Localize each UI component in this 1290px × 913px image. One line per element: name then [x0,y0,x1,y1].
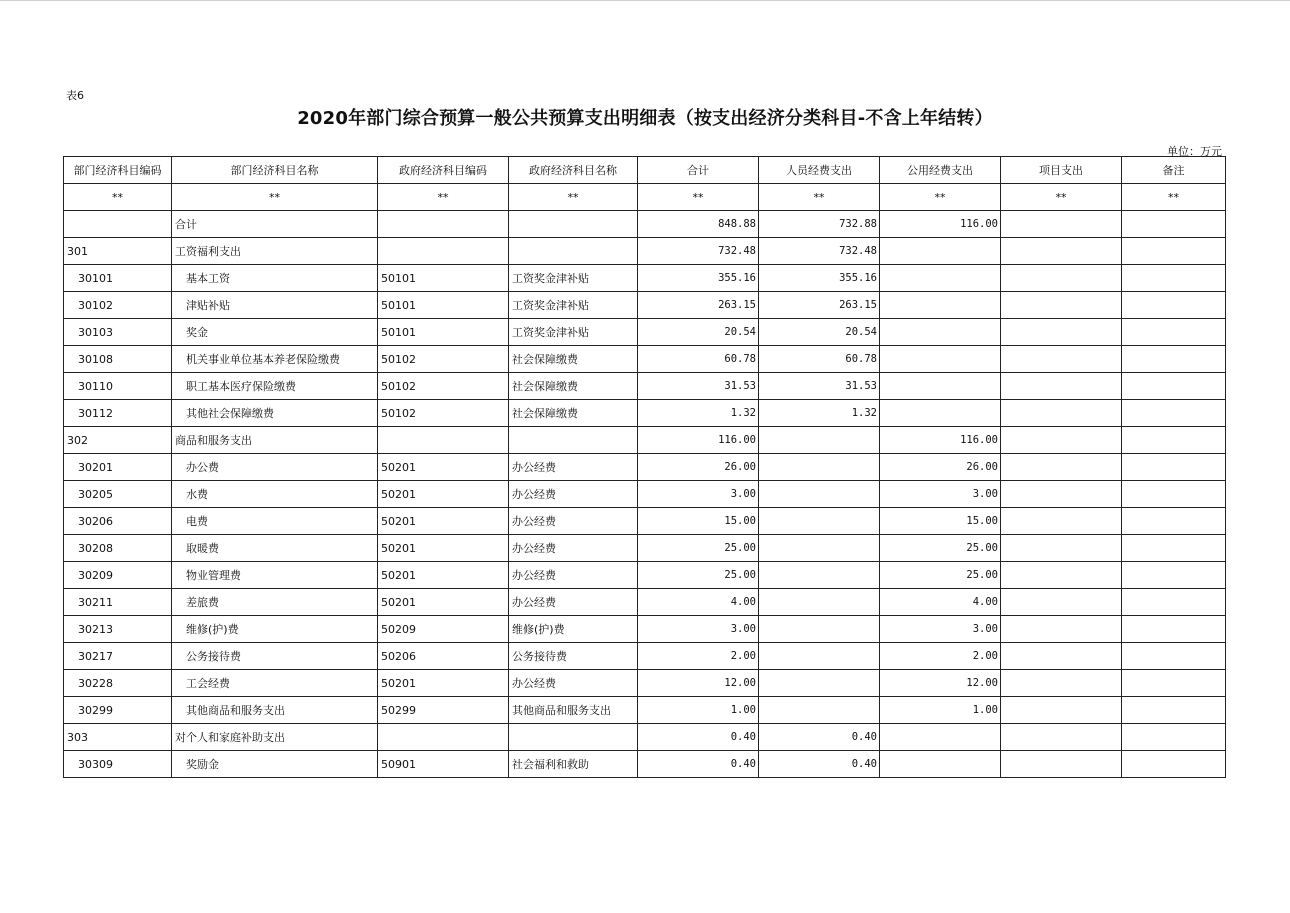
public-cell: 2.00 [880,643,1001,670]
personnel-cell [759,589,880,616]
mark-cell: ** [1001,184,1122,211]
personnel-cell: 0.40 [759,724,880,751]
dept-name-cell: 公务接待费 [172,643,378,670]
note-cell [1122,535,1226,562]
note-cell [1122,751,1226,778]
project-cell [1001,211,1122,238]
project-cell [1001,238,1122,265]
dept-code-cell: 302 [64,427,172,454]
gov-name-cell: 工资奖金津补贴 [509,319,638,346]
project-cell [1001,616,1122,643]
gov-code-cell [378,427,509,454]
total-cell: 15.00 [638,508,759,535]
table-row [64,427,1226,454]
personnel-cell: 1.32 [759,400,880,427]
project-cell [1001,562,1122,589]
total-cell: 25.00 [638,562,759,589]
dept-name-cell: 职工基本医疗保险缴费 [172,373,378,400]
gov-code-cell: 50201 [378,589,509,616]
dept-code-cell: 30102 [64,292,172,319]
table-row [64,562,1226,589]
note-cell [1122,670,1226,697]
total-cell: 31.53 [638,373,759,400]
dept-code-cell: 30110 [64,373,172,400]
dept-name-cell: 取暖费 [172,535,378,562]
gov-name-cell: 工资奖金津补贴 [509,265,638,292]
dept-code-cell: 30208 [64,535,172,562]
total-cell: 25.00 [638,535,759,562]
note-cell [1122,373,1226,400]
dept-name-cell: 差旅费 [172,589,378,616]
gov-code-cell: 50101 [378,265,509,292]
dept-name-cell: 奖金 [172,319,378,346]
public-cell: 116.00 [880,427,1001,454]
gov-name-cell: 办公经费 [509,508,638,535]
personnel-cell: 732.48 [759,238,880,265]
mark-cell: ** [172,184,378,211]
header-total: 合计 [638,157,759,184]
header-dept-name: 部门经济科目名称 [172,157,378,184]
dept-code-cell: 30209 [64,562,172,589]
gov-name-cell: 办公经费 [509,562,638,589]
note-cell [1122,508,1226,535]
dept-name-cell: 工会经费 [172,670,378,697]
note-cell [1122,697,1226,724]
dept-code-cell: 30201 [64,454,172,481]
dept-code-cell: 303 [64,724,172,751]
table-row [64,211,1226,238]
gov-code-cell: 50206 [378,643,509,670]
gov-name-cell: 社会保障缴费 [509,373,638,400]
table-row [64,724,1226,751]
total-cell: 0.40 [638,724,759,751]
note-cell [1122,589,1226,616]
gov-code-cell: 50102 [378,400,509,427]
table-number: 表6 [66,89,84,102]
personnel-cell [759,616,880,643]
dept-name-cell: 工资福利支出 [172,238,378,265]
dept-name-cell: 津贴补贴 [172,292,378,319]
header-personnel: 人员经费支出 [759,157,880,184]
gov-name-cell: 办公经费 [509,589,638,616]
total-cell: 0.40 [638,751,759,778]
gov-name-cell: 办公经费 [509,481,638,508]
header-public: 公用经费支出 [880,157,1001,184]
gov-code-cell: 50101 [378,319,509,346]
note-cell [1122,481,1226,508]
gov-code-cell: 50102 [378,373,509,400]
total-cell: 20.54 [638,319,759,346]
dept-name-cell: 对个人和家庭补助支出 [172,724,378,751]
public-cell [880,400,1001,427]
mark-cell: ** [509,184,638,211]
gov-name-cell [509,427,638,454]
project-cell [1001,751,1122,778]
gov-code-cell: 50201 [378,562,509,589]
mark-cell: ** [1122,184,1226,211]
personnel-cell: 355.16 [759,265,880,292]
dept-name-cell: 其他社会保障缴费 [172,400,378,427]
note-cell [1122,724,1226,751]
header-gov-name: 政府经济科目名称 [509,157,638,184]
total-cell: 355.16 [638,265,759,292]
table-row [64,535,1226,562]
dept-name-cell: 合计 [172,211,378,238]
dept-name-cell: 水费 [172,481,378,508]
project-cell [1001,535,1122,562]
mark-cell: ** [759,184,880,211]
total-cell: 1.00 [638,697,759,724]
public-cell: 3.00 [880,616,1001,643]
gov-name-cell [509,724,638,751]
gov-code-cell: 50102 [378,346,509,373]
header-dept-code: 部门经济科目编码 [64,157,172,184]
header-gov-code: 政府经济科目编码 [378,157,509,184]
top-border-line [0,0,1290,1]
dept-code-cell: 30205 [64,481,172,508]
total-cell: 116.00 [638,427,759,454]
personnel-cell [759,508,880,535]
gov-name-cell [509,211,638,238]
table-row [64,319,1226,346]
personnel-cell: 263.15 [759,292,880,319]
dept-code-cell: 30309 [64,751,172,778]
dept-name-cell: 物业管理费 [172,562,378,589]
personnel-cell [759,481,880,508]
project-cell [1001,724,1122,751]
note-cell [1122,562,1226,589]
dept-code-cell: 30206 [64,508,172,535]
header-row [64,157,1226,184]
note-cell [1122,400,1226,427]
total-cell: 3.00 [638,616,759,643]
project-cell [1001,481,1122,508]
note-cell [1122,427,1226,454]
public-cell: 3.00 [880,481,1001,508]
personnel-cell: 60.78 [759,346,880,373]
dept-name-cell: 奖励金 [172,751,378,778]
public-cell: 26.00 [880,454,1001,481]
public-cell [880,292,1001,319]
public-cell [880,346,1001,373]
personnel-cell [759,562,880,589]
dept-code-cell: 30299 [64,697,172,724]
personnel-cell: 20.54 [759,319,880,346]
mark-cell: ** [638,184,759,211]
project-cell [1001,373,1122,400]
table-body [64,211,1226,778]
project-cell [1001,643,1122,670]
public-cell [880,265,1001,292]
dept-name-cell: 商品和服务支出 [172,427,378,454]
table-row [64,481,1226,508]
public-cell [880,238,1001,265]
public-cell [880,724,1001,751]
dept-code-cell: 301 [64,238,172,265]
dept-name-cell: 机关事业单位基本养老保险缴费 [172,346,378,373]
project-cell [1001,319,1122,346]
dept-name-cell: 电费 [172,508,378,535]
project-cell [1001,670,1122,697]
total-cell: 4.00 [638,589,759,616]
gov-code-cell: 50201 [378,508,509,535]
table-row [64,616,1226,643]
public-cell: 25.00 [880,562,1001,589]
gov-name-cell: 社会保障缴费 [509,400,638,427]
public-cell: 15.00 [880,508,1001,535]
table-row [64,697,1226,724]
public-cell: 1.00 [880,697,1001,724]
dept-code-cell: 30108 [64,346,172,373]
table-row [64,643,1226,670]
note-cell [1122,643,1226,670]
header-project: 项目支出 [1001,157,1122,184]
public-cell [880,751,1001,778]
personnel-cell [759,670,880,697]
table-row [64,508,1226,535]
marks-row [64,184,1226,211]
project-cell [1001,454,1122,481]
gov-code-cell [378,211,509,238]
header-note: 备注 [1122,157,1226,184]
note-cell [1122,265,1226,292]
project-cell [1001,427,1122,454]
unit-label: 单位：万元 [1167,145,1222,158]
dept-code-cell: 30101 [64,265,172,292]
note-cell [1122,616,1226,643]
personnel-cell [759,427,880,454]
table-row [64,751,1226,778]
total-cell: 2.00 [638,643,759,670]
total-cell: 26.00 [638,454,759,481]
note-cell [1122,238,1226,265]
dept-code-cell: 30228 [64,670,172,697]
personnel-cell [759,535,880,562]
project-cell [1001,265,1122,292]
gov-code-cell: 50201 [378,481,509,508]
gov-code-cell: 50201 [378,454,509,481]
table-row [64,670,1226,697]
personnel-cell: 0.40 [759,751,880,778]
page-title: 2020年部门综合预算一般公共预算支出明细表（按支出经济分类科目-不含上年结转） [297,108,993,129]
dept-name-cell: 维修(护)费 [172,616,378,643]
note-cell [1122,346,1226,373]
project-cell [1001,292,1122,319]
total-cell: 12.00 [638,670,759,697]
total-cell: 3.00 [638,481,759,508]
gov-name-cell: 维修(护)费 [509,616,638,643]
gov-code-cell: 50209 [378,616,509,643]
gov-code-cell [378,724,509,751]
personnel-cell [759,697,880,724]
gov-code-cell [378,238,509,265]
gov-code-cell: 50101 [378,292,509,319]
dept-code-cell: 30213 [64,616,172,643]
personnel-cell: 31.53 [759,373,880,400]
dept-name-cell: 基本工资 [172,265,378,292]
project-cell [1001,697,1122,724]
gov-name-cell: 办公经费 [509,454,638,481]
table-row [64,238,1226,265]
dept-name-cell: 其他商品和服务支出 [172,697,378,724]
public-cell: 4.00 [880,589,1001,616]
personnel-cell: 732.88 [759,211,880,238]
gov-name-cell: 公务接待费 [509,643,638,670]
mark-cell: ** [64,184,172,211]
dept-code-cell: 30211 [64,589,172,616]
dept-code-cell: 30217 [64,643,172,670]
project-cell [1001,508,1122,535]
public-cell: 25.00 [880,535,1001,562]
total-cell: 60.78 [638,346,759,373]
gov-name-cell: 其他商品和服务支出 [509,697,638,724]
mark-cell: ** [378,184,509,211]
gov-name-cell: 办公经费 [509,535,638,562]
gov-name-cell: 办公经费 [509,670,638,697]
dept-code-cell: 30112 [64,400,172,427]
table-row [64,292,1226,319]
gov-code-cell: 50901 [378,751,509,778]
total-cell: 263.15 [638,292,759,319]
personnel-cell [759,454,880,481]
gov-name-cell [509,238,638,265]
dept-code-cell: 30103 [64,319,172,346]
note-cell [1122,292,1226,319]
table-row [64,454,1226,481]
project-cell [1001,400,1122,427]
project-cell [1001,589,1122,616]
table-row [64,589,1226,616]
public-cell [880,373,1001,400]
total-cell: 1.32 [638,400,759,427]
note-cell [1122,211,1226,238]
public-cell: 12.00 [880,670,1001,697]
table-row [64,265,1226,292]
total-cell: 848.88 [638,211,759,238]
gov-name-cell: 工资奖金津补贴 [509,292,638,319]
table-row [64,346,1226,373]
total-cell: 732.48 [638,238,759,265]
table-row [64,400,1226,427]
public-cell [880,319,1001,346]
note-cell [1122,454,1226,481]
mark-cell: ** [880,184,1001,211]
public-cell: 116.00 [880,211,1001,238]
gov-code-cell: 50201 [378,535,509,562]
project-cell [1001,346,1122,373]
dept-code-cell [64,211,172,238]
gov-code-cell: 50201 [378,670,509,697]
gov-name-cell: 社会保障缴费 [509,346,638,373]
table-row [64,373,1226,400]
budget-detail-table [63,156,1226,778]
personnel-cell [759,643,880,670]
gov-code-cell: 50299 [378,697,509,724]
gov-name-cell: 社会福利和救助 [509,751,638,778]
dept-name-cell: 办公费 [172,454,378,481]
note-cell [1122,319,1226,346]
